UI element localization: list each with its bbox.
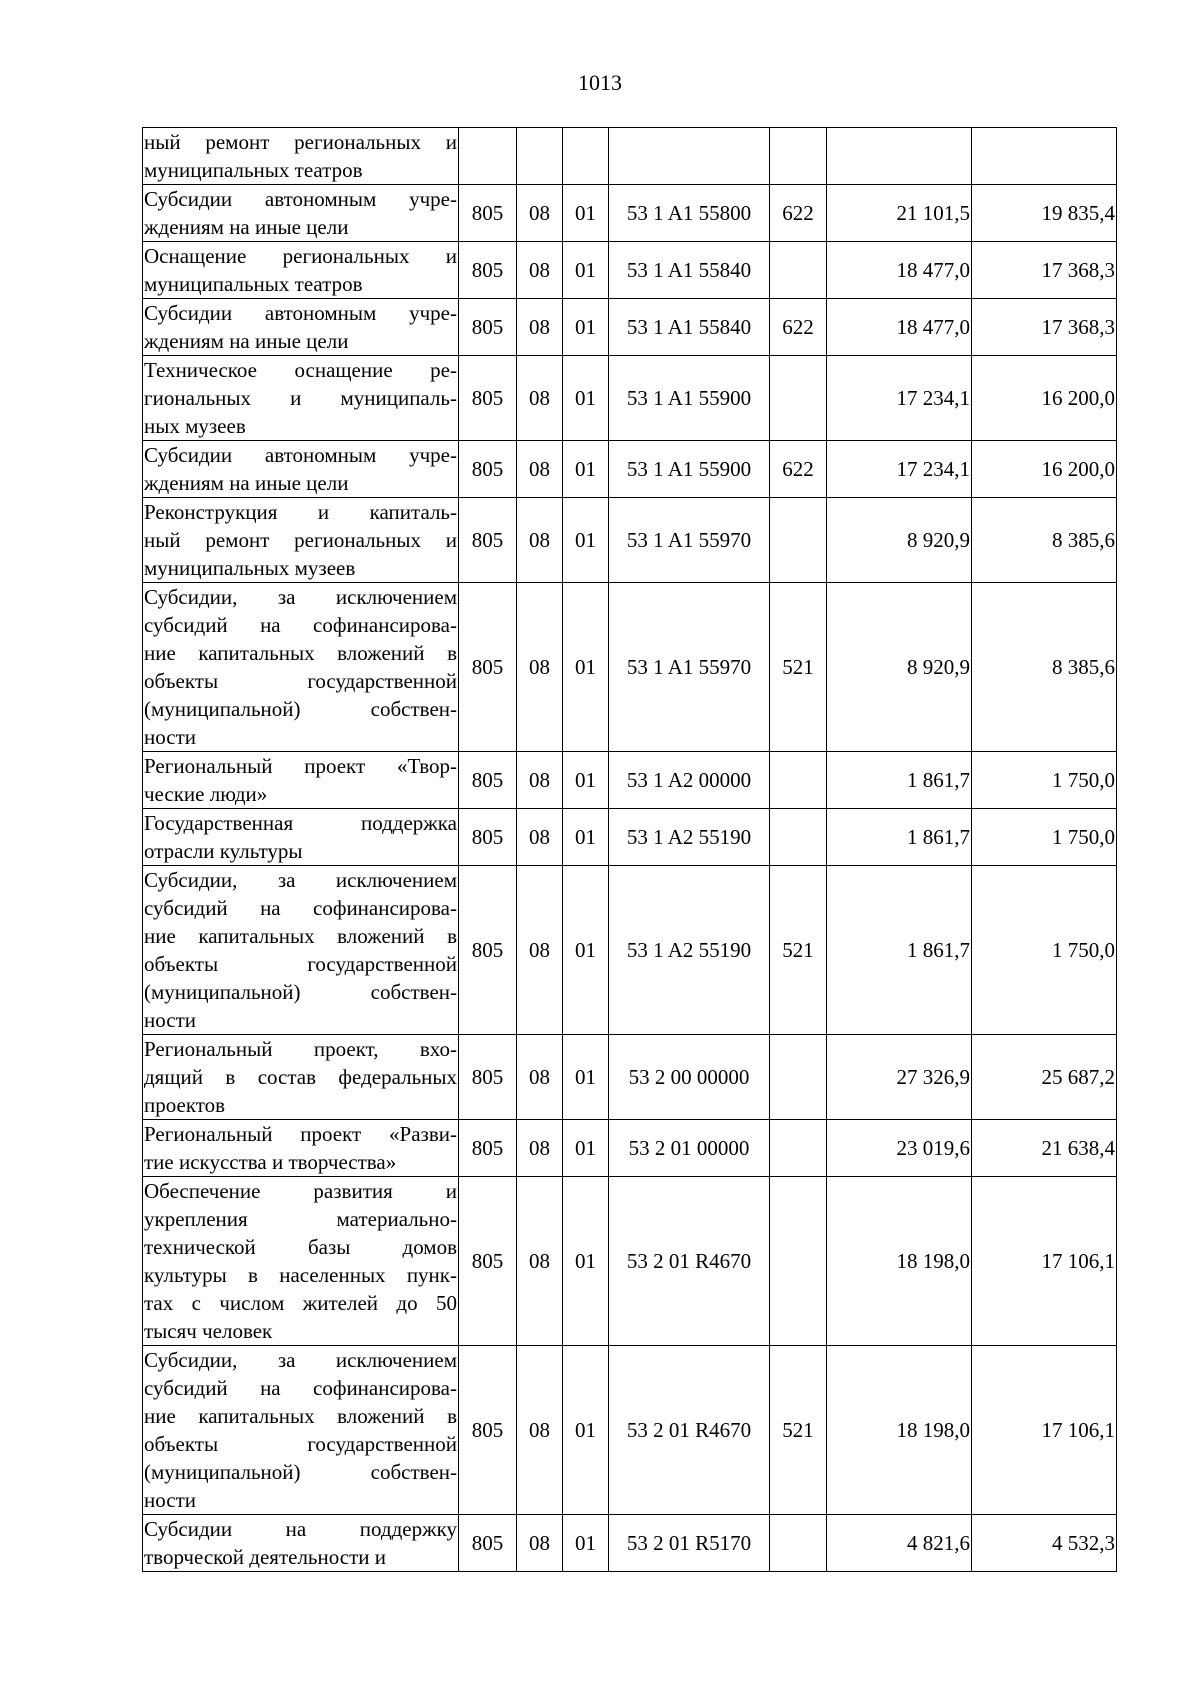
cell-name-line: ждениям на иные цели [144, 471, 349, 495]
cell-name-line: ждениям на иные цели [144, 329, 349, 353]
cell-subsection: 01 [563, 441, 609, 498]
cell-name [143, 752, 459, 809]
cell-grbs: 805 [459, 1515, 517, 1572]
cell-name-line: Техническое оснащение ре- [144, 358, 457, 382]
cell-grbs [459, 128, 517, 185]
cell-name-line: Субсидии, за исключением [144, 1348, 457, 1372]
cell-expense-type: 622 [770, 185, 827, 242]
cell-sum-year1: 1 861,7 [827, 752, 972, 809]
cell-name-line: Обеспечение развития и [144, 1179, 457, 1203]
cell-target-article: 53 2 00 00000 [609, 1035, 770, 1120]
table-row [143, 752, 1117, 809]
cell-section: 08 [517, 242, 563, 299]
cell-name-line: тах с числом жителей до 50 [144, 1291, 457, 1315]
table-row [143, 441, 1117, 498]
cell-sum-year1: 18 477,0 [827, 242, 972, 299]
cell-sum-year2: 8 385,6 [972, 583, 1117, 752]
cell-target-article: 53 1 A1 55800 [609, 185, 770, 242]
cell-name-line: ние капитальных вложений в [144, 641, 457, 665]
cell-name [143, 128, 459, 185]
cell-expense-type [770, 1120, 827, 1177]
cell-sum-year2: 21 638,4 [972, 1120, 1117, 1177]
cell-subsection: 01 [563, 583, 609, 752]
cell-section: 08 [517, 866, 563, 1035]
cell-subsection: 01 [563, 185, 609, 242]
cell-expense-type [770, 1177, 827, 1346]
cell-name-line: муниципальных театров [144, 272, 363, 296]
cell-section: 08 [517, 498, 563, 583]
table-row [143, 498, 1117, 583]
cell-target-article: 53 1 A1 55840 [609, 242, 770, 299]
cell-name [143, 356, 459, 441]
cell-name-line: культуры в населенных пунк- [144, 1263, 457, 1287]
cell-name [143, 1177, 459, 1346]
cell-name-line: муниципальных музеев [144, 556, 356, 580]
cell-name-line: ности [144, 1488, 196, 1512]
cell-sum-year1: 8 920,9 [827, 498, 972, 583]
table-row [143, 128, 1117, 185]
cell-name-line: субсидий на софинансирова- [144, 896, 457, 920]
cell-section: 08 [517, 441, 563, 498]
cell-sum-year2: 1 750,0 [972, 809, 1117, 866]
cell-name-line: субсидий на софинансирова- [144, 613, 457, 637]
cell-sum-year2: 17 368,3 [972, 299, 1117, 356]
cell-grbs: 805 [459, 1177, 517, 1346]
cell-name-line: укрепления материально- [144, 1207, 457, 1231]
cell-subsection: 01 [563, 1515, 609, 1572]
cell-grbs: 805 [459, 583, 517, 752]
cell-name [143, 1346, 459, 1515]
cell-grbs: 805 [459, 809, 517, 866]
cell-sum-year1: 18 198,0 [827, 1177, 972, 1346]
cell-target-article: 53 2 01 R4670 [609, 1346, 770, 1515]
cell-section: 08 [517, 809, 563, 866]
cell-expense-type: 521 [770, 583, 827, 752]
cell-name [143, 441, 459, 498]
cell-target-article: 53 2 01 00000 [609, 1120, 770, 1177]
cell-sum-year2: 1 750,0 [972, 752, 1117, 809]
cell-sum-year2: 17 106,1 [972, 1346, 1117, 1515]
cell-name-line: объекты государственной [144, 952, 457, 976]
cell-expense-type [770, 752, 827, 809]
cell-name [143, 1515, 459, 1572]
cell-name-line: гиональных и муниципаль- [144, 386, 457, 410]
cell-grbs: 805 [459, 1346, 517, 1515]
table-row [143, 1035, 1117, 1120]
cell-sum-year1: 18 477,0 [827, 299, 972, 356]
cell-section: 08 [517, 1177, 563, 1346]
cell-grbs: 805 [459, 441, 517, 498]
cell-sum-year1: 17 234,1 [827, 441, 972, 498]
cell-target-article: 53 1 A1 55970 [609, 498, 770, 583]
cell-subsection [563, 128, 609, 185]
cell-sum-year1: 18 198,0 [827, 1346, 972, 1515]
cell-name-line: дящий в состав федеральных [144, 1065, 457, 1089]
cell-grbs: 805 [459, 299, 517, 356]
cell-name [143, 242, 459, 299]
cell-name-line: ждениям на иные цели [144, 215, 349, 239]
table-row [143, 356, 1117, 441]
cell-subsection: 01 [563, 809, 609, 866]
cell-sum-year1: 1 861,7 [827, 809, 972, 866]
cell-grbs: 805 [459, 752, 517, 809]
page-number: 1013 [578, 70, 622, 95]
cell-grbs: 805 [459, 866, 517, 1035]
cell-name-line: Субсидии на поддержку [144, 1517, 457, 1541]
cell-subsection: 01 [563, 1346, 609, 1515]
cell-target-article: 53 2 01 R4670 [609, 1177, 770, 1346]
cell-sum-year1: 23 019,6 [827, 1120, 972, 1177]
cell-name-line: ческие люди» [144, 782, 268, 806]
cell-target-article: 53 1 A2 55190 [609, 809, 770, 866]
cell-name-line: ние капитальных вложений в [144, 924, 457, 948]
cell-name-line: субсидий на софинансирова- [144, 1376, 457, 1400]
cell-section [517, 128, 563, 185]
cell-sum-year1 [827, 128, 972, 185]
table-row [143, 1515, 1117, 1572]
cell-sum-year1: 21 101,5 [827, 185, 972, 242]
cell-sum-year2: 17 368,3 [972, 242, 1117, 299]
cell-name [143, 1120, 459, 1177]
cell-sum-year1: 27 326,9 [827, 1035, 972, 1120]
cell-sum-year2 [972, 128, 1117, 185]
cell-section: 08 [517, 1515, 563, 1572]
table-row [143, 242, 1117, 299]
cell-section: 08 [517, 1120, 563, 1177]
cell-section: 08 [517, 356, 563, 441]
cell-subsection: 01 [563, 242, 609, 299]
cell-target-article: 53 1 A1 55970 [609, 583, 770, 752]
table-row [143, 809, 1117, 866]
cell-grbs: 805 [459, 498, 517, 583]
cell-name-line: Региональный проект «Разви- [144, 1122, 457, 1146]
cell-expense-type [770, 242, 827, 299]
cell-section: 08 [517, 752, 563, 809]
cell-target-article: 53 1 A2 55190 [609, 866, 770, 1035]
cell-target-article: 53 1 A1 55840 [609, 299, 770, 356]
cell-name-line: Субсидии, за исключением [144, 868, 457, 892]
cell-expense-type [770, 356, 827, 441]
cell-section: 08 [517, 583, 563, 752]
cell-subsection: 01 [563, 299, 609, 356]
cell-section: 08 [517, 1035, 563, 1120]
cell-subsection: 01 [563, 1120, 609, 1177]
cell-expense-type [770, 498, 827, 583]
cell-name-line: ности [144, 725, 196, 749]
cell-section: 08 [517, 1346, 563, 1515]
cell-target-article: 53 1 A1 55900 [609, 441, 770, 498]
cell-expense-type: 521 [770, 1346, 827, 1515]
cell-subsection: 01 [563, 752, 609, 809]
cell-expense-type: 622 [770, 299, 827, 356]
cell-name-line: Реконструкция и капиталь- [144, 500, 457, 524]
cell-name-line: ности [144, 1008, 196, 1032]
cell-name-line: Субсидии автономным учре- [144, 443, 457, 467]
cell-sum-year1: 1 861,7 [827, 866, 972, 1035]
cell-sum-year2: 8 385,6 [972, 498, 1117, 583]
cell-sum-year1: 17 234,1 [827, 356, 972, 441]
table-row [143, 299, 1117, 356]
cell-name-line: ный ремонт региональных и [144, 130, 457, 154]
cell-sum-year2: 19 835,4 [972, 185, 1117, 242]
cell-section: 08 [517, 185, 563, 242]
cell-name [143, 498, 459, 583]
cell-name-line: проектов [144, 1093, 226, 1117]
cell-name-line: (муниципальной) собствен- [144, 697, 457, 721]
cell-name-line: ных музеев [144, 414, 246, 438]
cell-target-article: 53 1 A2 00000 [609, 752, 770, 809]
cell-name-line: Региональный проект, вхо- [144, 1037, 457, 1061]
cell-subsection: 01 [563, 1177, 609, 1346]
cell-target-article [609, 128, 770, 185]
cell-target-article: 53 1 A1 55900 [609, 356, 770, 441]
cell-name [143, 583, 459, 752]
cell-subsection: 01 [563, 498, 609, 583]
cell-sum-year2: 16 200,0 [972, 441, 1117, 498]
cell-name-line: ние капитальных вложений в [144, 1404, 457, 1428]
cell-name [143, 299, 459, 356]
cell-name-line: (муниципальной) собствен- [144, 1460, 457, 1484]
cell-sum-year2: 17 106,1 [972, 1177, 1117, 1346]
cell-sum-year1: 8 920,9 [827, 583, 972, 752]
cell-target-article: 53 2 01 R5170 [609, 1515, 770, 1572]
cell-name-line: объекты государственной [144, 669, 457, 693]
cell-sum-year2: 1 750,0 [972, 866, 1117, 1035]
cell-sum-year1: 4 821,6 [827, 1515, 972, 1572]
cell-grbs: 805 [459, 1120, 517, 1177]
cell-name [143, 185, 459, 242]
cell-sum-year2: 25 687,2 [972, 1035, 1117, 1120]
cell-name-line: Субсидии автономным учре- [144, 301, 457, 325]
cell-expense-type [770, 1035, 827, 1120]
table-row [143, 583, 1117, 752]
cell-sum-year2: 4 532,3 [972, 1515, 1117, 1572]
cell-name-line: объекты государственной [144, 1432, 457, 1456]
cell-sum-year2: 16 200,0 [972, 356, 1117, 441]
cell-name-line: Субсидии, за исключением [144, 585, 457, 609]
cell-expense-type [770, 128, 827, 185]
cell-subsection: 01 [563, 866, 609, 1035]
budget-table [142, 127, 1117, 1572]
cell-name-line: технической базы домов [144, 1235, 457, 1259]
table-row [143, 1177, 1117, 1346]
cell-grbs: 805 [459, 185, 517, 242]
cell-expense-type: 521 [770, 866, 827, 1035]
cell-name-line: ный ремонт региональных и [144, 528, 457, 552]
cell-grbs: 805 [459, 242, 517, 299]
cell-name-line: Оснащение региональных и [144, 244, 457, 268]
cell-expense-type [770, 809, 827, 866]
cell-name-line: творческой деятельности и [144, 1545, 386, 1569]
cell-subsection: 01 [563, 356, 609, 441]
cell-name-line: отрасли культуры [144, 839, 303, 863]
cell-name-line: (муниципальной) собствен- [144, 980, 457, 1004]
cell-name-line: Субсидии автономным учре- [144, 187, 457, 211]
table-row [143, 1346, 1117, 1515]
cell-expense-type: 622 [770, 441, 827, 498]
cell-name [143, 1035, 459, 1120]
cell-expense-type [770, 1515, 827, 1572]
cell-name-line: муниципальных театров [144, 158, 363, 182]
cell-subsection: 01 [563, 1035, 609, 1120]
table-row [143, 866, 1117, 1035]
cell-name-line: тысяч человек [144, 1319, 273, 1343]
cell-name [143, 809, 459, 866]
cell-section: 08 [517, 299, 563, 356]
cell-grbs: 805 [459, 1035, 517, 1120]
cell-name-line: тие искусства и творчества» [144, 1150, 397, 1174]
cell-name-line: Государственная поддержка [144, 811, 457, 835]
table-body [143, 128, 1117, 1572]
table-row [143, 185, 1117, 242]
cell-grbs: 805 [459, 356, 517, 441]
cell-name-line: Региональный проект «Твор- [144, 754, 457, 778]
cell-name [143, 866, 459, 1035]
table-row [143, 1120, 1117, 1177]
